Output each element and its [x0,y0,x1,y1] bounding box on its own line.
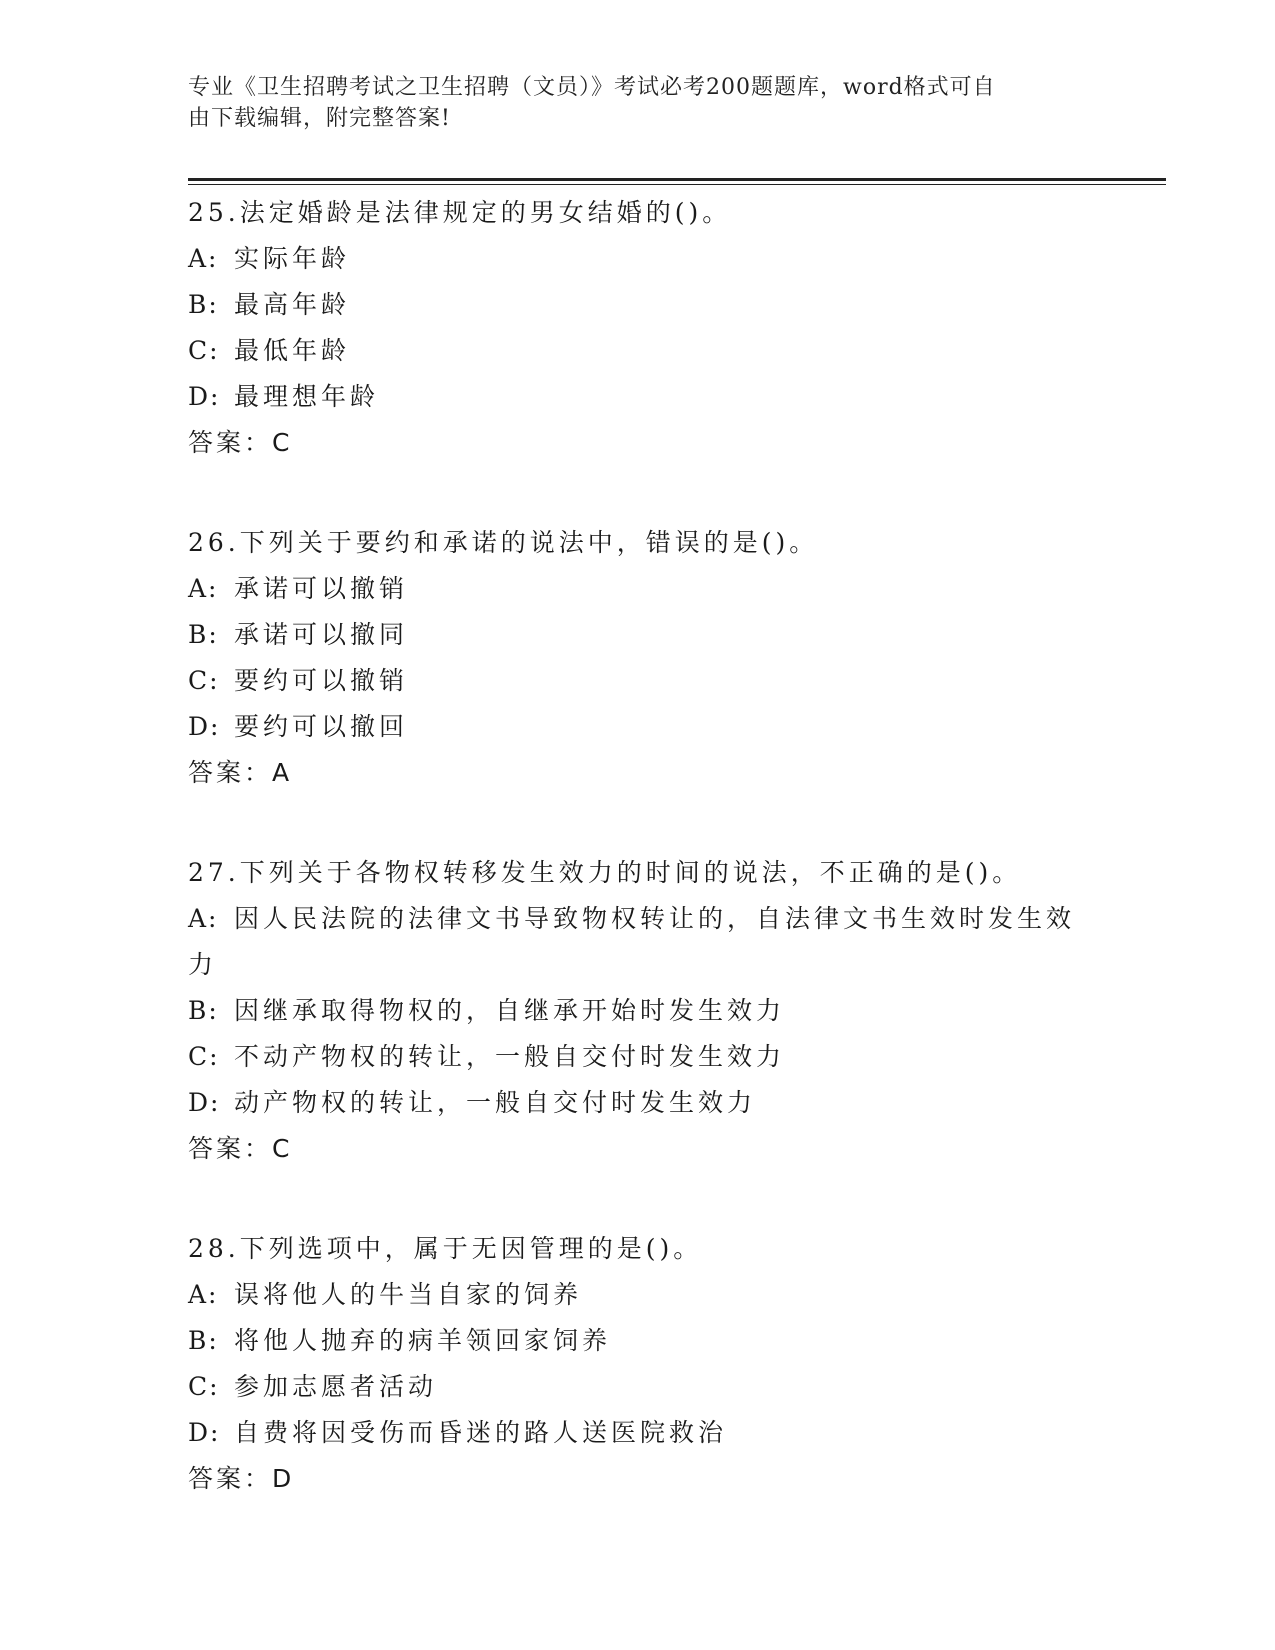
option-c [188,658,1088,704]
option-key: D: [188,1088,221,1117]
option-b [188,988,1088,1034]
option-key: C: [188,666,220,695]
question-28 [188,1226,1088,1502]
option-key: A: [188,574,219,603]
option-b [188,1318,1088,1364]
option-key: D: [188,1418,221,1447]
option-text: 承诺可以撤同 [234,620,409,649]
option-a [188,566,1088,612]
option-text: 最低年龄 [234,336,351,365]
option-text: 承诺可以撤销 [234,574,409,603]
option-key: D: [188,382,221,411]
document-header [188,72,1088,134]
option-c [188,1034,1088,1080]
option-c [188,1364,1088,1410]
option-d [188,1080,1088,1126]
question-27 [188,850,1088,1172]
header-line-2: 由下载编辑，附完整答案! [188,106,451,131]
option-text: 参加志愿者活动 [234,1372,438,1401]
question-list [188,190,1088,1556]
answer-line: 答案：C [188,1134,293,1163]
option-a [188,236,1088,282]
option-a [188,1272,1088,1318]
option-text: 将他人抛弃的病羊领回家饲养 [234,1326,612,1355]
question-26 [188,520,1088,796]
option-key: B: [188,290,219,319]
option-text: 自费将因受伤而昏迷的路人送医院救治 [234,1418,728,1447]
option-text: 实际年龄 [234,244,351,273]
option-d [188,704,1088,750]
header-divider-thin [188,184,1166,185]
option-key: D: [188,712,221,741]
option-text: 因人民法院的法律文书导致物权转让的，自法律文书生效时发生效力 [188,904,1076,979]
header-line-1: 专业《卫生招聘考试之卫生招聘（文员）》考试必考200题题库，word格式可自 [188,75,996,100]
option-key: B: [188,996,219,1025]
answer-line: 答案：C [188,428,293,457]
option-key: A: [188,244,219,273]
option-text: 最理想年龄 [234,382,380,411]
option-key: B: [188,620,219,649]
option-c [188,328,1088,374]
option-key: A: [188,1280,219,1309]
option-key: B: [188,1326,219,1355]
option-text: 要约可以撤销 [234,666,409,695]
question-stem: 28.下列选项中，属于无因管理的是()。 [188,1234,703,1263]
answer-line: 答案：D [188,1464,295,1493]
option-b [188,612,1088,658]
option-d [188,1410,1088,1456]
option-b [188,282,1088,328]
option-a [188,896,1088,988]
option-key: C: [188,1372,220,1401]
question-stem: 25.法定婚龄是法律规定的男女结婚的()。 [188,198,732,227]
option-key: C: [188,1042,220,1071]
header-divider-thick [188,178,1166,181]
option-d [188,374,1088,420]
option-key: C: [188,336,220,365]
option-text: 因继承取得物权的，自继承开始时发生效力 [234,996,786,1025]
option-text: 不动产物权的转让，一般自交付时发生效力 [234,1042,786,1071]
option-text: 最高年龄 [234,290,351,319]
answer-line: 答案：A [188,758,293,787]
question-stem: 27.下列关于各物权转移发生效力的时间的说法，不正确的是()。 [188,858,1022,887]
option-text: 要约可以撤回 [234,712,409,741]
question-25 [188,190,1088,466]
option-text: 误将他人的牛当自家的饲养 [234,1280,583,1309]
question-stem: 26.下列关于要约和承诺的说法中，错误的是()。 [188,528,819,557]
option-key: A: [188,904,219,933]
option-text: 动产物权的转让，一般自交付时发生效力 [234,1088,757,1117]
